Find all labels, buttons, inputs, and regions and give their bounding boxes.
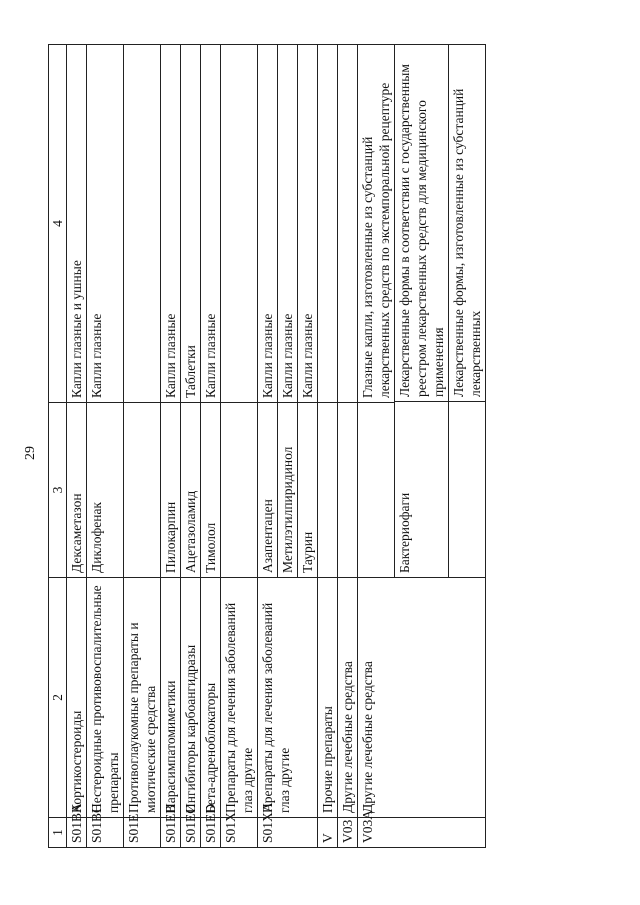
- drug-name: [358, 403, 395, 578]
- header-cell: 3: [49, 403, 67, 578]
- rotated-table-container: [48, 44, 556, 848]
- dosage-form: [221, 45, 258, 403]
- atc-code: V: [318, 818, 338, 848]
- group-name: Препараты для лечения заболеваний глаз другие: [221, 578, 258, 818]
- atc-code: S01EB: [161, 818, 181, 848]
- drug-name: Дексаметазон: [67, 403, 87, 578]
- table-row: [358, 45, 395, 848]
- dosage-form: Капли глазные: [161, 45, 181, 403]
- dosage-form: Лекарственные формы, изготовленные из субстанций лекарственных: [449, 45, 486, 402]
- drug-name: [449, 402, 486, 578]
- dosage-form: [124, 45, 161, 403]
- group-name: Противоглаукомные препараты и миотические средства: [124, 578, 161, 818]
- header-cell: 4: [49, 45, 67, 403]
- group-name: Прочие препараты: [318, 578, 338, 818]
- atc-code: S01EC: [181, 818, 201, 848]
- header-cell: 1: [49, 818, 67, 848]
- table-row: [181, 45, 201, 848]
- drug-name: Ацетазоламид: [181, 403, 201, 578]
- dosage-form: Капли глазные: [87, 45, 124, 403]
- group-name: Другие лечебные средства: [358, 578, 486, 818]
- table-row: [258, 45, 278, 848]
- group-name: Другие лечебные средства: [338, 578, 358, 818]
- table-row: [124, 45, 161, 848]
- dosage-form: [338, 45, 358, 403]
- group-name: Бета-адреноблокаторы: [201, 578, 221, 818]
- drug-name: Тимолол: [201, 403, 221, 578]
- drug-name: Пилокарпин: [161, 403, 181, 578]
- atc-code: V03A: [358, 818, 486, 848]
- atc-code: S01ED: [201, 818, 221, 848]
- drug-name: Бактериофаги: [395, 402, 449, 578]
- dosage-form: Таблетки: [181, 45, 201, 403]
- drug-name: Диклофенак: [87, 403, 124, 578]
- drug-name: [124, 403, 161, 578]
- atc-code: S01XA: [258, 818, 318, 848]
- dosage-form: Капли глазные: [258, 45, 278, 403]
- drug-name: Метилэтилпиридинол: [278, 403, 298, 578]
- table-row: [67, 45, 87, 848]
- table-row: [318, 45, 338, 848]
- table-row: [161, 45, 181, 848]
- bacteriophage-block: [395, 45, 486, 578]
- drug-name: Азапентацен: [258, 403, 278, 578]
- dosage-form: Капли глазные: [201, 45, 221, 403]
- atc-code: S01BC: [87, 818, 124, 848]
- drug-name: Таурин: [298, 403, 318, 578]
- table-row: [338, 45, 358, 848]
- atc-code: V03: [338, 818, 358, 848]
- header-cell: 2: [49, 578, 67, 818]
- group-name: Препараты для лечения заболеваний глаз другие: [258, 578, 318, 818]
- group-name: Ингибиторы карбоангидразы: [181, 578, 201, 818]
- dosage-form: Капли глазные: [298, 45, 318, 403]
- atc-code: S01E: [124, 818, 161, 848]
- atc-code: S01X: [221, 818, 258, 848]
- table-row: [221, 45, 258, 848]
- dosage-form: Лекарственные формы в соответствии с государственным реестром лекарственных средств для медицинского применения: [397, 64, 446, 397]
- drug-name: [318, 403, 338, 578]
- drug-name: [338, 403, 358, 578]
- atc-code: S01BA: [67, 818, 87, 848]
- dosage-form: Капли глазные: [278, 45, 298, 403]
- header-row: [49, 45, 67, 848]
- group-name: Кортикостероиды: [67, 578, 87, 818]
- drug-name: [221, 403, 258, 578]
- dosage-form: [318, 45, 338, 403]
- group-name: Нестероидные противовоспалительные препараты: [87, 578, 124, 818]
- dosage-form: Капли глазные и ушные: [67, 45, 87, 403]
- table-row: [201, 45, 221, 848]
- drug-table: [48, 44, 486, 848]
- group-name: Парасимпатомиметики: [161, 578, 181, 818]
- page-number: 29: [23, 446, 38, 460]
- dosage-form: Глазные капли, изготовленные из субстанций лекарственных средств по экстемпоральной рецептуре: [358, 45, 395, 403]
- table-row: [87, 45, 124, 848]
